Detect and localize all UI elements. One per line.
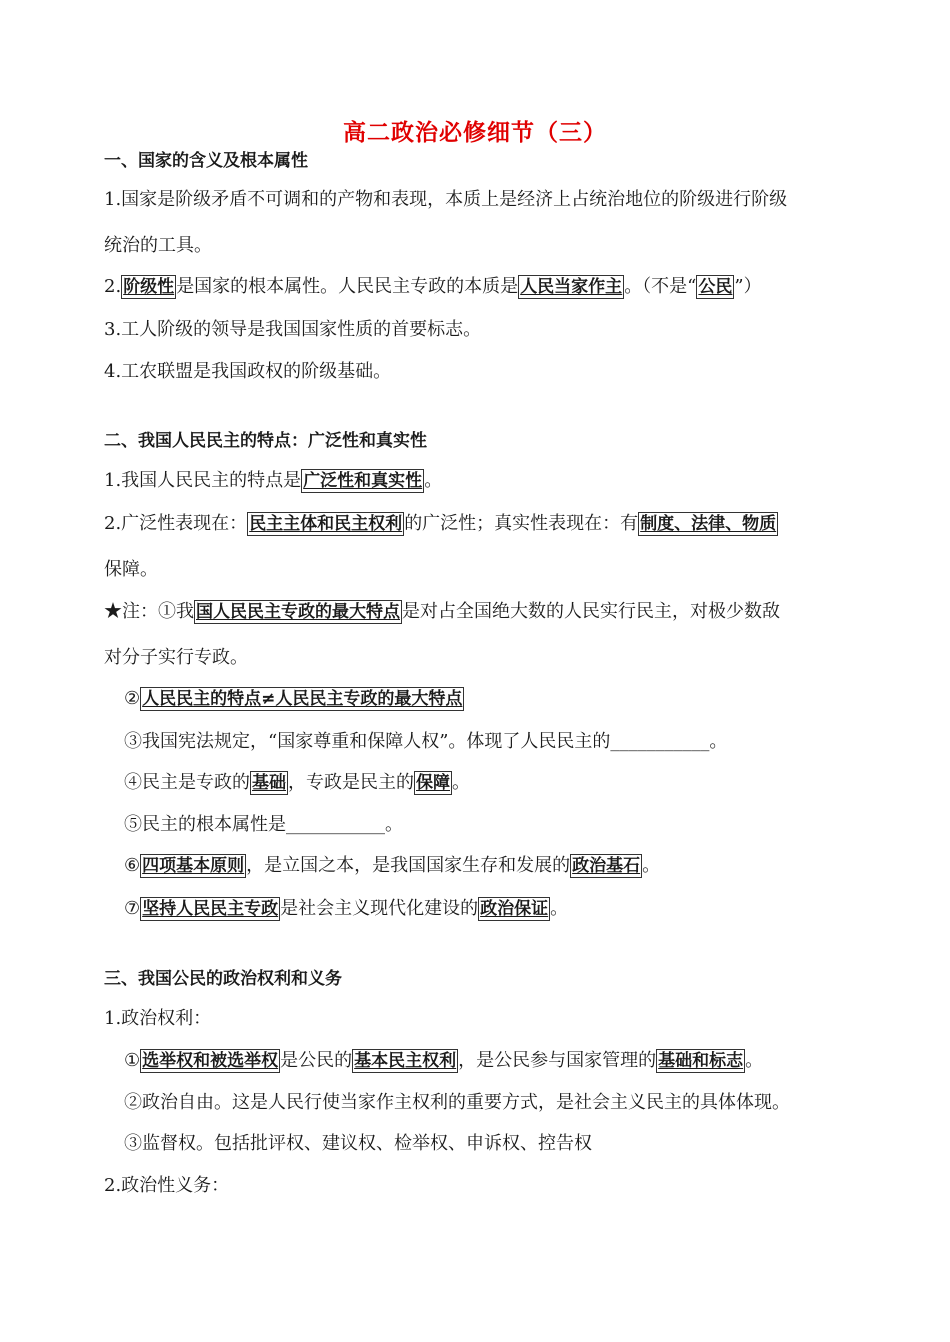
text: 是国家的根本属性。人民民主专政的本质是 (176, 276, 519, 297)
s2-note-1 (104, 599, 780, 625)
s1-line-1b: 统治的工具。 (104, 235, 212, 256)
text: ，是立国之本，是我国国家生存和发展的 (246, 855, 571, 876)
text: 的广泛性；真实性表现在：有 (404, 513, 639, 534)
text: 。 (424, 470, 443, 491)
text: 。 (642, 855, 661, 876)
text: ”） (734, 276, 762, 297)
s2-note-3: ③我国宪法规定，“国家尊重和保障人权”。体现了人民民主的___________。 (124, 731, 728, 752)
keyword-box: 阶级性 (123, 277, 175, 297)
keyword-box: 基本民主权利 (354, 1051, 457, 1071)
s2-line-2b: 保障。 (104, 559, 158, 580)
section-1-heading: 一、国家的含义及根本属性 (104, 151, 308, 171)
text: 。（不是“ (624, 276, 697, 297)
s2-note-6 (124, 853, 660, 879)
text: ⑦ (124, 898, 141, 919)
keyword-box: 制度、法律、物质 (640, 514, 777, 534)
s3-line-1: 1.政治权利： (104, 1008, 212, 1029)
keyword-box: 国人民民主专政的最大特点 (196, 602, 400, 622)
s2-note-5: ⑤民主的根本属性是___________。 (124, 814, 403, 835)
keyword-box: 政治基石 (572, 856, 641, 876)
s2-note-7 (124, 896, 568, 922)
s3-line-2: 2.政治性义务： (104, 1175, 230, 1196)
keyword-box: 民主主体和民主权利 (249, 514, 403, 534)
s2-line-1 (104, 468, 442, 494)
section-2-heading: 二、我国人民民主的特点：广泛性和真实性 (104, 431, 427, 451)
s3-item-3: ③监督权。包括批评权、建议权、检举权、申诉权、控告权 (124, 1133, 592, 1154)
s3-item-1 (124, 1048, 763, 1074)
keyword-box: 人民当家作主 (520, 277, 623, 297)
text: ★注：①我 (104, 601, 194, 622)
s2-line-2 (104, 511, 778, 537)
keyword-box: 四项基本原则 (142, 856, 245, 876)
keyword-box: 政治保证 (480, 899, 549, 919)
keyword-box: 保障 (416, 773, 450, 793)
s2-note-4 (124, 770, 470, 796)
text: 2.广泛性表现在： (104, 513, 248, 534)
text: 1.我国人民民主的特点是 (104, 470, 302, 491)
text: ，专政是民主的 (288, 772, 414, 793)
text: ① (124, 1050, 141, 1071)
text: ④民主是专政的 (124, 772, 250, 793)
document-title: 高二政治必修细节（三） (343, 120, 607, 146)
s1-line-4: 4.工农联盟是我国政权的阶级基础。 (104, 361, 392, 382)
text: 是社会主义现代化建设的 (280, 898, 479, 919)
text: 是对占全国绝大数的人民实行民主，对极少数敌 (402, 601, 780, 622)
text: 是公民的 (280, 1050, 353, 1071)
s1-line-2 (104, 274, 762, 300)
s1-line-3: 3.工人阶级的领导是我国国家性质的首要标志。 (104, 319, 482, 340)
s3-item-2: ②政治自由。这是人民行使当家作主权利的重要方式，是社会主义民主的具体体现。 (124, 1092, 790, 1113)
text: 。 (452, 772, 470, 793)
text: 。 (745, 1050, 764, 1071)
keyword-box: 广泛性和真实性 (303, 471, 423, 491)
text: ② (124, 688, 141, 709)
keyword-box: 人民民主的特点≠人民民主专政的最大特点 (142, 689, 463, 709)
s1-line-1a: 1.国家是阶级矛盾不可调和的产物和表现，本质上是经济上占统治地位的阶级进行阶级 (104, 189, 788, 210)
text: 。 (550, 898, 569, 919)
s2-note-1b: 对分子实行专政。 (104, 647, 248, 668)
keyword-box: 选举权和被选举权 (142, 1051, 279, 1071)
text: ，是公民参与国家管理的 (458, 1050, 657, 1071)
text: 2. (104, 276, 122, 297)
text: ⑥ (124, 855, 141, 876)
keyword-box: 基础和标志 (658, 1051, 744, 1071)
keyword-box: 坚持人民民主专政 (142, 899, 279, 919)
keyword-box: 基础 (252, 773, 286, 793)
keyword-box: 公民 (698, 277, 733, 297)
s2-note-2 (124, 686, 464, 712)
section-3-heading: 三、我国公民的政治权利和义务 (104, 969, 342, 989)
